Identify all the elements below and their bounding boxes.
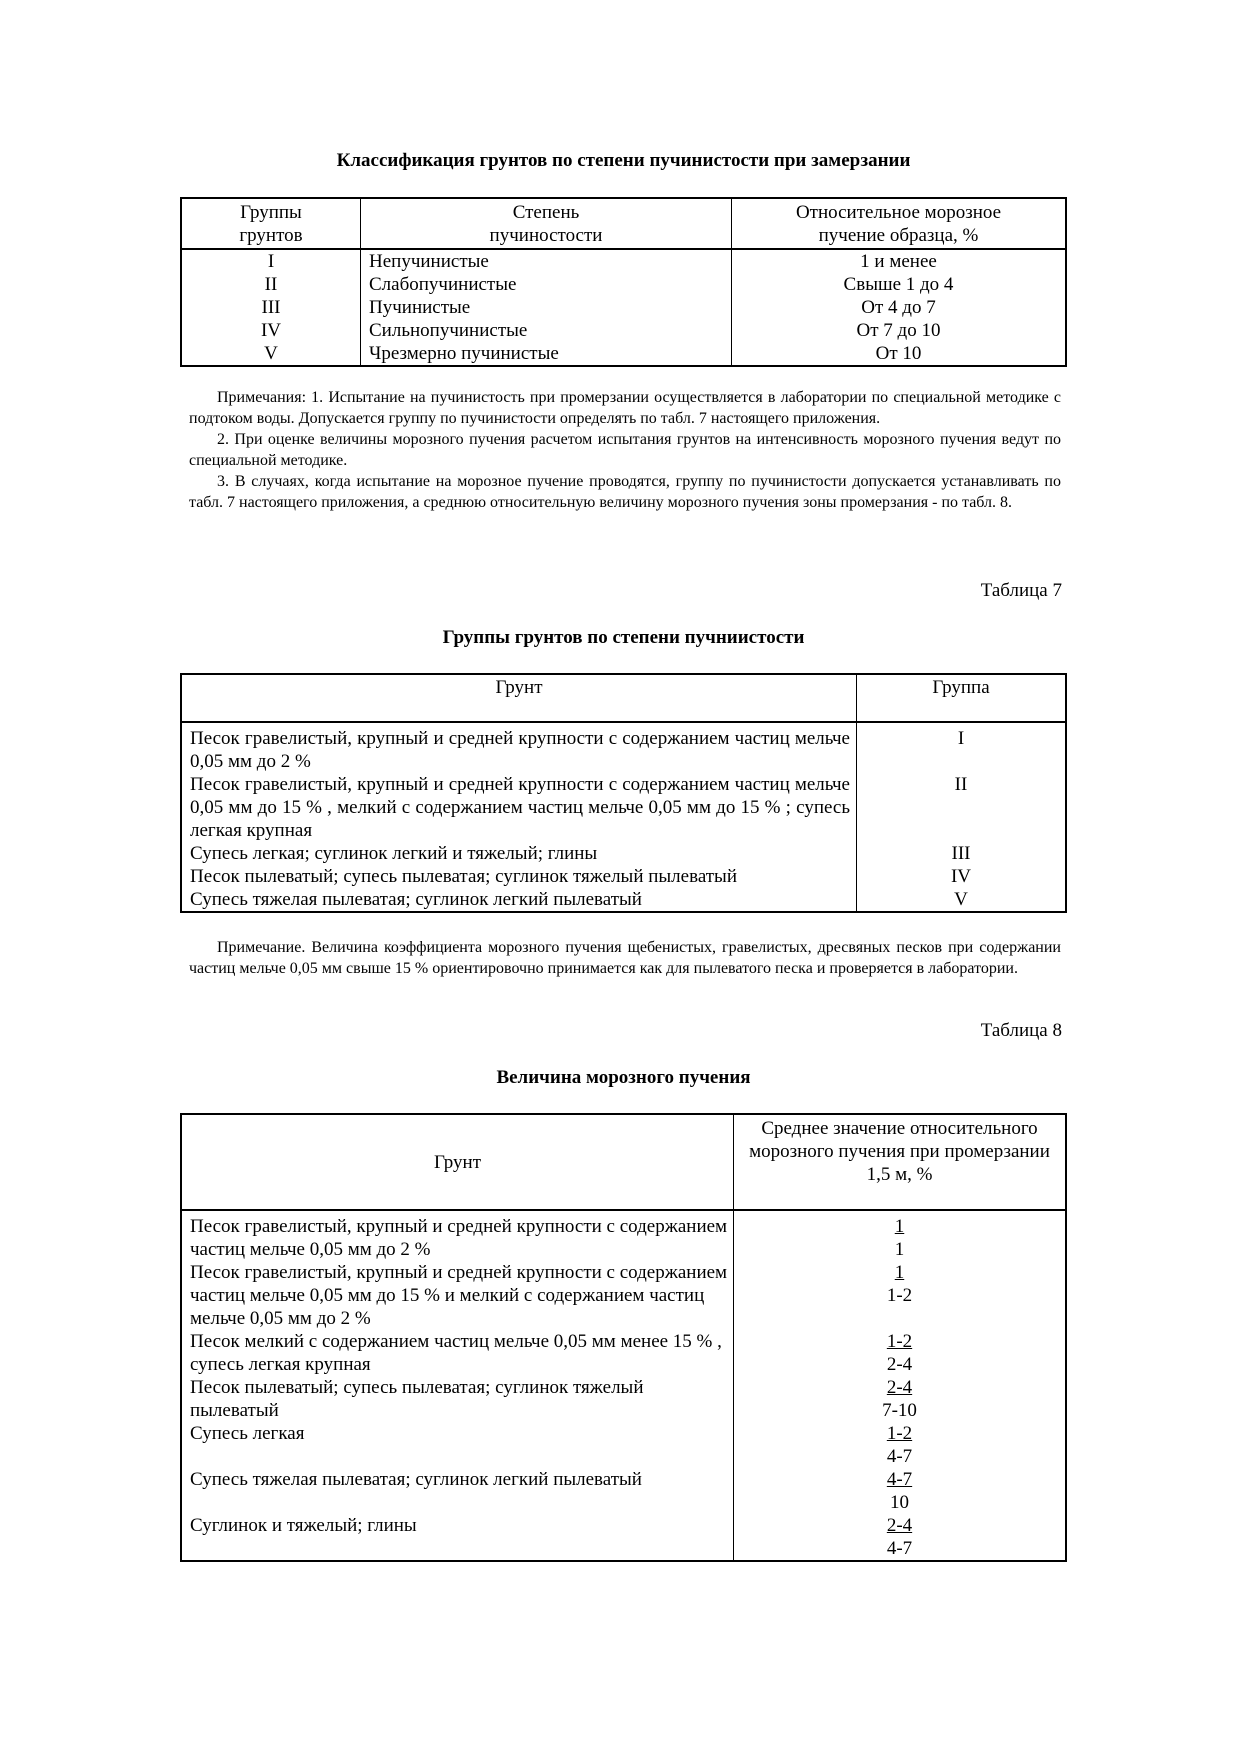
table-row xyxy=(181,865,1066,888)
heave-denominator: 2-4 xyxy=(886,1354,913,1375)
heave-fraction xyxy=(887,1514,912,1560)
heave-fraction xyxy=(882,1376,917,1422)
header-relative-heave xyxy=(732,198,1067,249)
heave-value-cell xyxy=(734,1261,1067,1330)
heave-numerator: 2-4 xyxy=(886,1515,913,1536)
notes-block-1 xyxy=(189,387,1061,513)
degree-cell: Пучинистые xyxy=(361,296,732,319)
table-row xyxy=(181,296,1066,319)
soil-cell: Песок гравелистый, крупный и средней крупности с содержанием частиц мельче 0,05 мм до 15 % , мелкий с содержанием частиц мельче 0,05 мм до 15 % ; супесь легкая крупная xyxy=(190,774,850,841)
table-frost-heave-classification xyxy=(180,197,1067,367)
table-row xyxy=(181,773,1066,842)
header-text: Группы грунтов xyxy=(239,202,303,246)
table-row xyxy=(181,273,1066,296)
group-cell: IV xyxy=(857,865,1067,888)
heave-value-cell xyxy=(734,1514,1067,1561)
heave-denominator: 4-7 xyxy=(886,1446,913,1467)
group-cell: II xyxy=(857,773,1067,842)
heave-value-cell xyxy=(734,1468,1067,1514)
note-paragraph: Примечания: 1. Испытание на пучинистость при промерзании осуществляется в лаборатории по специальной методике с подтоком воды. Допускается группу по пучинистости определять по табл. 7 настоящего приложения. xyxy=(189,389,1061,427)
soil-cell: Песок гравелистый, крупный и средней крупности с содержанием частиц мельче 0,05 мм до 15 % и мелкий с содержанием частиц мельче 0,05 мм до 2 % xyxy=(190,1262,728,1329)
table-row xyxy=(181,1514,1066,1561)
header-heave-degree xyxy=(361,198,732,249)
note-paragraph: Примечание. Величина коэффициента морозного пучения щебенистых, гравелистых, дресвяных песков при содержании частиц мельче 0,05 мм свыше 15 % ориентировочно принимается как для пылеватого песка и проверяется в лаборатории. xyxy=(189,939,1061,977)
value-cell: Свыше 1 до 4 xyxy=(732,273,1067,296)
group-cell: I xyxy=(857,722,1067,773)
table-8-body xyxy=(181,1210,1066,1561)
heave-denominator: 4-7 xyxy=(886,1538,913,1559)
group-cell: III xyxy=(857,842,1067,865)
soil-cell: Песок гравелистый, крупный и средней крупности с содержанием частиц мельче 0,05 мм до 2 % xyxy=(190,1216,728,1260)
table-row xyxy=(181,722,1066,773)
soil-cell: Супесь легкая xyxy=(190,1423,305,1444)
heave-numerator: 2-4 xyxy=(886,1377,913,1398)
table-header-row xyxy=(181,674,1066,722)
header-group: Группа xyxy=(857,674,1067,722)
notes-block-2 xyxy=(189,937,1061,979)
value-cell: От 7 до 10 xyxy=(732,319,1067,342)
heave-denominator: 10 xyxy=(889,1492,909,1513)
degree-cell: Чрезмерно пучинистые xyxy=(361,342,732,366)
header-text: Относительное морозное пучение образца, % xyxy=(795,202,1002,246)
value-cell: От 4 до 7 xyxy=(732,296,1067,319)
value-cell: 1 и менее xyxy=(732,249,1067,273)
heave-value-cell xyxy=(734,1330,1067,1376)
table-row xyxy=(181,319,1066,342)
header-soil: Грунт xyxy=(181,674,857,722)
table-7-label: Таблица 7 xyxy=(980,580,1062,601)
group-cell: I xyxy=(267,251,275,272)
heave-denominator: 1 xyxy=(894,1239,905,1260)
group-cell: IV xyxy=(260,320,282,341)
note-paragraph: 3. В случаях, когда испытание на морозное пучение проводятся, группу по пучинистости допускается устанавливать по табл. 7 настоящего приложения, а среднюю относительную величину морозного пучения зоны промерзания - по табл. 8. xyxy=(189,473,1061,511)
heave-fraction xyxy=(887,1422,912,1468)
table-row xyxy=(181,1261,1066,1330)
table-header-row xyxy=(181,198,1066,249)
degree-cell: Непучинистые xyxy=(361,249,732,273)
heave-numerator: 1 xyxy=(894,1262,905,1283)
soil-cell: Песок гравелистый, крупный и средней крупности с содержанием частиц мельче 0,05 мм до 2 % xyxy=(190,728,850,772)
table-row xyxy=(181,342,1066,366)
heading-classification: Классификация грунтов по степени пучинистости при замерзании xyxy=(336,150,911,171)
heading-soil-groups: Группы грунтов по степени пучниистости xyxy=(442,627,805,648)
header-soil-groups xyxy=(181,198,361,249)
note-paragraph: 2. При оценке величины морозного пучения расчетом испытания грунтов на интенсивность морозного пучения ведут по специальной методике. xyxy=(189,431,1061,469)
soil-cell: Супесь легкая; суглинок легкий и тяжелый; глины xyxy=(190,843,598,864)
header-average-heave: Среднее значение относительного морозного пучения при промерзании 1,5 м, % xyxy=(734,1114,1067,1210)
soil-cell: Суглинок и тяжелый; глины xyxy=(190,1515,417,1536)
table-row xyxy=(181,1376,1066,1422)
table-header-row xyxy=(181,1114,1066,1210)
soil-cell: Супесь тяжелая пылеватая; суглинок легкий пылеватый xyxy=(190,889,642,910)
soil-cell: Песок пылеватый; супесь пылеватая; суглинок тяжелый пылеватый xyxy=(190,866,737,887)
table-8-label: Таблица 8 xyxy=(980,1020,1062,1041)
table-row xyxy=(181,842,1066,865)
soil-cell: Песок мелкий с содержанием частиц мельче 0,05 мм менее 15 % , супесь легкая крупная xyxy=(190,1331,722,1375)
group-cell: V xyxy=(264,343,278,364)
degree-cell: Сильнопучинистые xyxy=(361,319,732,342)
value-cell: От 10 xyxy=(732,342,1067,366)
group-cell: II xyxy=(264,274,278,295)
heave-numerator: 1-2 xyxy=(886,1423,913,1444)
soil-cell: Песок пылеватый; супесь пылеватая; суглинок тяжелый пылеватый xyxy=(190,1377,644,1421)
table-row xyxy=(181,1468,1066,1514)
heave-fraction xyxy=(887,1468,912,1514)
soil-cell: Супесь тяжелая пылеватая; суглинок легкий пылеватый xyxy=(190,1469,642,1490)
heading-frost-heave-values: Величина морозного пучения xyxy=(496,1067,751,1088)
header-text: Степень пучиностости xyxy=(489,202,603,246)
heave-value-cell xyxy=(734,1210,1067,1261)
heave-denominator: 1-2 xyxy=(886,1285,913,1306)
table-row xyxy=(181,888,1066,912)
heave-fraction xyxy=(887,1261,912,1307)
header-soil: Грунт xyxy=(181,1114,734,1210)
table-8-frost-heave xyxy=(180,1113,1067,1562)
group-cell: III xyxy=(261,297,281,318)
table-row xyxy=(181,1210,1066,1261)
degree-cell: Слабопучинистые xyxy=(361,273,732,296)
table-row xyxy=(181,249,1066,273)
heave-fraction xyxy=(887,1330,912,1376)
heave-value-cell xyxy=(734,1422,1067,1468)
table-row xyxy=(181,1330,1066,1376)
heave-numerator: 4-7 xyxy=(886,1469,913,1490)
heave-fraction xyxy=(895,1215,905,1261)
heave-value-cell xyxy=(734,1376,1067,1422)
table-7-soil-groups xyxy=(180,673,1067,913)
group-cell: V xyxy=(857,888,1067,912)
heave-denominator: 7-10 xyxy=(882,1400,917,1421)
heave-numerator: 1-2 xyxy=(886,1331,913,1352)
table-row xyxy=(181,1422,1066,1468)
heave-numerator: 1 xyxy=(894,1216,905,1237)
